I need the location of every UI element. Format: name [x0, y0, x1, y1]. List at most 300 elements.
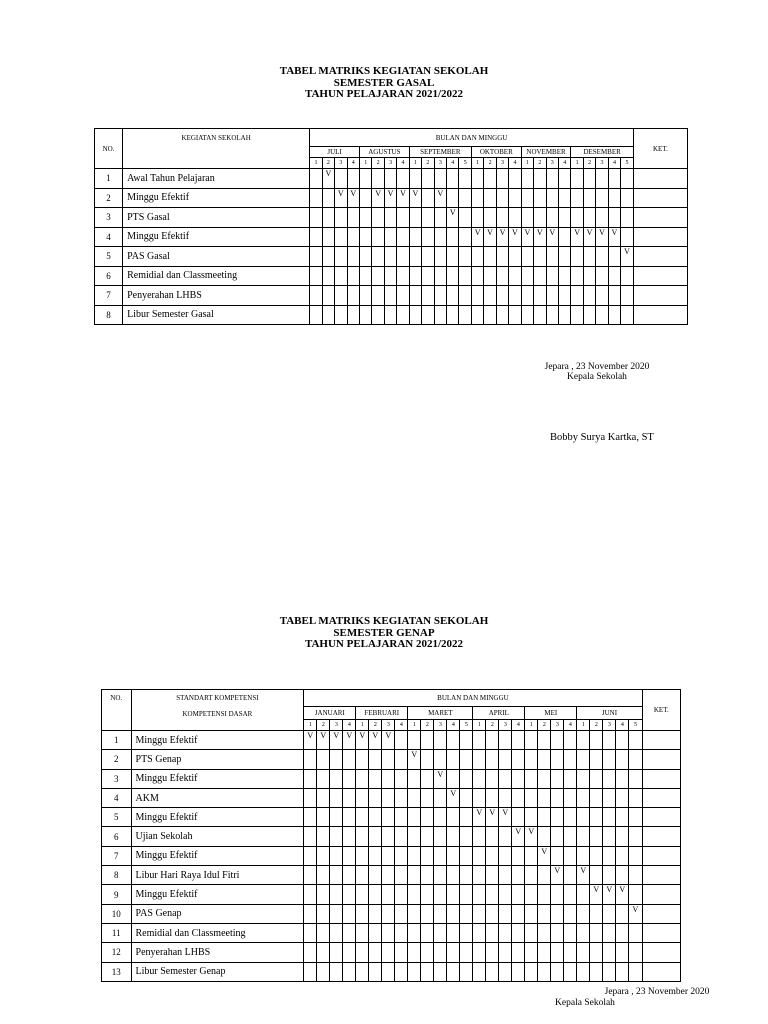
table1-week-cell [558, 286, 570, 306]
table1-week-cell [521, 305, 533, 325]
table1-week-cell [546, 208, 558, 228]
table2-week-cell [616, 788, 629, 807]
table2-week-cell [434, 846, 447, 865]
table2-week-cell [512, 943, 525, 962]
table1-week-cell [397, 305, 409, 325]
table1-month-september: SEPTEMBER [409, 147, 471, 158]
table2-week-cell [382, 788, 395, 807]
table2-week-cell [629, 962, 642, 981]
table2-week-cell [564, 788, 577, 807]
table2-week-cell [343, 769, 356, 788]
table2-row [102, 808, 681, 827]
table2-week-mark: V [603, 885, 616, 904]
table2-week-cell [590, 731, 603, 750]
table2-week-cell [616, 808, 629, 827]
table1-week-cell [447, 188, 459, 208]
table1-week-cell [322, 286, 334, 306]
table2-row-activity: Ujian Sekolah [131, 827, 304, 846]
table1-week-cell [322, 227, 334, 247]
table1-week-cell [534, 169, 546, 189]
table2-week-cell [629, 827, 642, 846]
table1-week-number: 3 [546, 158, 558, 169]
table1-week-cell [397, 169, 409, 189]
table1-week-cell [608, 169, 620, 189]
table2-week-cell [421, 827, 434, 846]
table2-row-ket [642, 731, 680, 750]
table2-row [102, 827, 681, 846]
table2-week-cell [421, 846, 434, 865]
table1-row-activity: Minggu Efektif [123, 227, 310, 247]
table2-week-cell [616, 750, 629, 769]
table1-title [0, 66, 768, 101]
table2-week-cell [512, 769, 525, 788]
table1-week-cell [459, 208, 471, 228]
table1-week-cell [459, 188, 471, 208]
table1-row-ket [633, 208, 687, 228]
table2-week-cell [603, 904, 616, 923]
table2-row-ket [642, 808, 680, 827]
table2-week-cell [564, 769, 577, 788]
table2-week-cell [499, 866, 512, 885]
table1-week-cell [509, 305, 521, 325]
table2-week-cell [369, 943, 382, 962]
table1-week-cell [434, 266, 446, 286]
table2-week-cell [304, 769, 317, 788]
table2-week-cell [486, 904, 499, 923]
table2-row [102, 923, 681, 942]
table2-week-number: 1 [304, 720, 317, 731]
table1-week-cell [310, 169, 322, 189]
table2-week-cell [369, 750, 382, 769]
table1-week-cell [596, 188, 608, 208]
table2-header-ket: KET. [642, 690, 680, 731]
table1-week-cell [310, 305, 322, 325]
table1-week-number: 3 [596, 158, 608, 169]
table2-row-activity: Remidial dan Classmeeting [131, 923, 304, 942]
table1-week-cell [608, 188, 620, 208]
table2-week-cell [486, 943, 499, 962]
table1-week-cell [310, 188, 322, 208]
table1-week-cell [509, 208, 521, 228]
table2-week-cell [603, 866, 616, 885]
table2-week-cell [499, 769, 512, 788]
table2-week-cell [343, 866, 356, 885]
table2-week-cell [551, 904, 564, 923]
table1-week-cell [310, 286, 322, 306]
table1-week-cell [583, 169, 595, 189]
table2-week-cell [382, 866, 395, 885]
table2-week-cell [421, 962, 434, 981]
table1-row-activity: PTS Gasal [123, 208, 310, 228]
table2-week-cell [395, 788, 408, 807]
table2-week-cell [317, 827, 330, 846]
table1-month-juli: JULI [310, 147, 360, 158]
table1-week-cell [335, 227, 347, 247]
table1-week-cell [571, 266, 583, 286]
table2-week-cell [447, 923, 460, 942]
table2-week-cell [551, 788, 564, 807]
table1-week-cell [422, 286, 434, 306]
table1-week-cell [496, 247, 508, 267]
table1-week-cell [409, 247, 421, 267]
table2-week-cell [304, 788, 317, 807]
table2-week-cell [551, 943, 564, 962]
table2-week-cell [486, 923, 499, 942]
table2-row-activity: AKM [131, 788, 304, 807]
table2-week-cell [408, 769, 421, 788]
table2-week-cell [356, 904, 369, 923]
table1-week-cell [459, 169, 471, 189]
table2-week-cell [447, 827, 460, 846]
table1-week-mark: V [409, 188, 421, 208]
table2-week-mark: V [473, 808, 486, 827]
table2-row-no: 13 [102, 962, 132, 981]
table2-week-cell [538, 904, 551, 923]
table2-week-cell [551, 827, 564, 846]
table2-week-cell [629, 866, 642, 885]
table2-week-cell [330, 788, 343, 807]
table1-week-cell [447, 227, 459, 247]
table1-week-mark: V [397, 188, 409, 208]
table1-week-number: 2 [583, 158, 595, 169]
table2-week-cell [421, 904, 434, 923]
table1-week-cell [596, 286, 608, 306]
table2-row-no: 2 [102, 750, 132, 769]
table2-week-mark: V [369, 731, 382, 750]
table1-week-cell [434, 169, 446, 189]
table1-week-cell [359, 266, 371, 286]
signature1-position: Kepala Sekolah [567, 372, 627, 382]
table2-week-cell [564, 923, 577, 942]
table2-week-cell [564, 808, 577, 827]
table2-week-cell [460, 788, 473, 807]
table1-week-cell [608, 247, 620, 267]
table2-week-cell [408, 885, 421, 904]
table2-week-cell [473, 769, 486, 788]
table1-week-cell [546, 247, 558, 267]
table2-week-cell [330, 769, 343, 788]
table1-week-number: 4 [347, 158, 359, 169]
table2-week-number: 2 [421, 720, 434, 731]
table2-week-cell [434, 866, 447, 885]
table1-week-cell [596, 247, 608, 267]
table2-week-cell [590, 866, 603, 885]
table2-header-activity-line1: STANDART KOMPETENSI [176, 694, 259, 702]
table2-week-cell [434, 750, 447, 769]
table2-row [102, 904, 681, 923]
table2-week-cell [512, 885, 525, 904]
table2-week-cell [512, 750, 525, 769]
table1-week-cell [583, 305, 595, 325]
table2-row-no: 1 [102, 731, 132, 750]
table2-week-cell [408, 904, 421, 923]
table1-row-no: 3 [95, 208, 123, 228]
table2-week-cell [356, 943, 369, 962]
table2-week-cell [434, 943, 447, 962]
table1-month-oktober: OKTOBER [471, 147, 521, 158]
table1-week-mark: V [384, 188, 396, 208]
table2-row-no: 10 [102, 904, 132, 923]
table2-week-cell [460, 827, 473, 846]
table2-week-cell [343, 788, 356, 807]
table2-row-no: 3 [102, 769, 132, 788]
table2-week-cell [434, 808, 447, 827]
table2-row-no: 4 [102, 788, 132, 807]
table1-week-cell [583, 208, 595, 228]
table1-week-cell [608, 266, 620, 286]
table2-row-no: 8 [102, 866, 132, 885]
table1-week-cell [372, 286, 384, 306]
table1-week-cell [372, 169, 384, 189]
table2-row-activity: Minggu Efektif [131, 808, 304, 827]
table2-week-cell [434, 904, 447, 923]
table2-week-cell [603, 788, 616, 807]
table1-week-cell [484, 188, 496, 208]
table1-week-mark: V [534, 227, 546, 247]
table1-title-line2: SEMESTER GASAL [333, 76, 435, 89]
table2-week-cell [421, 885, 434, 904]
table1-week-cell [558, 266, 570, 286]
table2-row [102, 788, 681, 807]
table1-week-cell [608, 286, 620, 306]
table1-week-cell [359, 305, 371, 325]
table2-week-cell [590, 846, 603, 865]
table2-header-activity [131, 690, 304, 731]
table1-week-cell [322, 266, 334, 286]
table1-week-cell [347, 208, 359, 228]
table2-week-cell [421, 866, 434, 885]
table2-week-number: 3 [434, 720, 447, 731]
table1-week-cell [372, 247, 384, 267]
table2-row [102, 846, 681, 865]
table2-header-activity-line2: KOMPETENSI DASAR [182, 710, 253, 718]
table2-week-cell [616, 866, 629, 885]
table1-week-cell [484, 286, 496, 306]
table1-row-ket [633, 286, 687, 306]
table2-week-cell [473, 750, 486, 769]
table1-week-cell [434, 208, 446, 228]
table2-week-cell [356, 769, 369, 788]
table2-row-activity: Minggu Efektif [131, 769, 304, 788]
table1-week-cell [359, 286, 371, 306]
table2-week-number: 2 [317, 720, 330, 731]
table2-week-cell [499, 846, 512, 865]
table1-week-number: 4 [608, 158, 620, 169]
table1-row [95, 188, 688, 208]
table2-week-cell [460, 904, 473, 923]
table1-week-mark: V [434, 188, 446, 208]
table2-week-cell [486, 827, 499, 846]
table2-week-cell [330, 750, 343, 769]
table1-week-cell [335, 169, 347, 189]
table2-week-cell [382, 923, 395, 942]
table1-week-cell [409, 227, 421, 247]
table2-week-cell [369, 885, 382, 904]
table2-week-cell [486, 750, 499, 769]
table1-week-cell [409, 305, 421, 325]
table2-week-mark: V [551, 866, 564, 885]
table2-week-cell [382, 808, 395, 827]
table2-week-cell [577, 846, 590, 865]
table2-row-activity: Libur Semester Genap [131, 962, 304, 981]
table2-week-cell [603, 923, 616, 942]
table2-header-row [102, 690, 681, 707]
table2-week-cell [616, 943, 629, 962]
table1-week-number: 1 [571, 158, 583, 169]
table1-week-number: 1 [471, 158, 483, 169]
table2-week-cell [564, 943, 577, 962]
table2-title-line3: TAHUN PELAJARAN 2021/2022 [304, 638, 464, 650]
table1-row [95, 305, 688, 325]
table1-week-cell [447, 247, 459, 267]
table2-week-cell [447, 885, 460, 904]
table2-week-cell [538, 885, 551, 904]
table1-row-activity: Minggu Efektif [123, 188, 310, 208]
table1-week-cell [384, 247, 396, 267]
table2-week-cell [343, 846, 356, 865]
table1-week-cell [496, 169, 508, 189]
table1-row [95, 227, 688, 247]
table1-week-cell [546, 169, 558, 189]
table1-week-cell [534, 247, 546, 267]
table2-week-cell [499, 827, 512, 846]
table1-row-activity: Awal Tahun Pelajaran [123, 169, 310, 189]
table2-week-mark: V [525, 827, 538, 846]
table1-row-activity: Remidial dan Classmeeting [123, 266, 310, 286]
table2-week-cell [343, 750, 356, 769]
table2-week-number: 4 [564, 720, 577, 731]
table2-week-cell [447, 769, 460, 788]
table2-week-cell [356, 962, 369, 981]
table1-week-cell [359, 169, 371, 189]
table2-row-activity: Minggu Efektif [131, 846, 304, 865]
table1-week-cell [310, 266, 322, 286]
table1-week-number: 2 [484, 158, 496, 169]
table2-week-cell [486, 769, 499, 788]
table1-week-cell [496, 208, 508, 228]
table1-week-number: 4 [397, 158, 409, 169]
table2-month-januari: JANUARI [304, 707, 356, 720]
table1-week-cell [359, 247, 371, 267]
table2-week-cell [551, 808, 564, 827]
table2-month-april: APRIL [473, 707, 525, 720]
table2-week-cell [577, 923, 590, 942]
table1-row [95, 208, 688, 228]
table2-week-mark: V [356, 731, 369, 750]
table1-week-cell [384, 227, 396, 247]
table2-week-cell [512, 731, 525, 750]
table2-week-cell [590, 769, 603, 788]
table1-week-cell [372, 208, 384, 228]
table2-week-cell [564, 866, 577, 885]
table1-week-number: 2 [322, 158, 334, 169]
table2-week-cell [447, 808, 460, 827]
table2-week-cell [551, 885, 564, 904]
table1-week-cell [397, 208, 409, 228]
table2-week-cell [317, 750, 330, 769]
table1-week-cell [471, 208, 483, 228]
table1-week-cell [621, 266, 634, 286]
table2-week-cell [369, 846, 382, 865]
table1-week-cell [359, 188, 371, 208]
table1-week-cell [409, 169, 421, 189]
table2-week-cell [408, 943, 421, 962]
table1-week-number: 2 [372, 158, 384, 169]
table1-week-cell [447, 266, 459, 286]
table2-week-cell [460, 923, 473, 942]
table2-week-number: 1 [408, 720, 421, 731]
table1-week-cell [509, 188, 521, 208]
table1-week-cell [397, 286, 409, 306]
table2-week-cell [486, 885, 499, 904]
table2-week-number: 2 [538, 720, 551, 731]
table2-week-cell [330, 827, 343, 846]
table2-week-cell [395, 885, 408, 904]
table2-week-cell [538, 808, 551, 827]
table1-week-cell [496, 305, 508, 325]
table1-week-cell [571, 208, 583, 228]
table2-title-line2: SEMESTER GENAP [333, 626, 435, 639]
table1-week-mark: V [471, 227, 483, 247]
table2-week-cell [330, 943, 343, 962]
table1-month-desember: DESEMBER [571, 147, 633, 158]
table2-title-line1: TABEL MATRIKS KEGIATAN SEKOLAH [279, 615, 489, 627]
table2-week-cell [356, 750, 369, 769]
table1-week-cell [558, 305, 570, 325]
table2-week-cell [343, 962, 356, 981]
table2-week-cell [395, 808, 408, 827]
table2-week-cell [499, 788, 512, 807]
table2-row [102, 962, 681, 981]
table2-week-cell [629, 923, 642, 942]
table2-week-cell [499, 923, 512, 942]
table1-week-cell [422, 208, 434, 228]
table1-week-cell [459, 305, 471, 325]
table2-week-cell [603, 750, 616, 769]
table2-week-cell [538, 923, 551, 942]
table1-week-cell [434, 305, 446, 325]
table1-week-cell [459, 247, 471, 267]
table2-week-cell [447, 750, 460, 769]
table2-row [102, 750, 681, 769]
table1-week-mark: V [335, 188, 347, 208]
table2-week-cell [590, 962, 603, 981]
table1-week-cell [509, 286, 521, 306]
table2-week-cell [421, 769, 434, 788]
table1-week-cell [335, 208, 347, 228]
table2-row-activity: Minggu Efektif [131, 885, 304, 904]
table2-row-no: 11 [102, 923, 132, 942]
table2-row-no: 7 [102, 846, 132, 865]
table2-week-cell [525, 962, 538, 981]
table1-week-cell [546, 286, 558, 306]
table2-week-cell [473, 846, 486, 865]
table2-week-cell [603, 769, 616, 788]
table2-row-activity: Penyerahan LHBS [131, 943, 304, 962]
table2-week-cell [460, 769, 473, 788]
table2-week-cell [460, 943, 473, 962]
table1-week-cell [322, 208, 334, 228]
table2-week-cell [317, 846, 330, 865]
table2-week-cell [395, 866, 408, 885]
table2-week-cell [343, 885, 356, 904]
table2-week-cell [369, 962, 382, 981]
table2-week-cell [499, 943, 512, 962]
table2-week-cell [590, 943, 603, 962]
table2-week-cell [499, 962, 512, 981]
table2-week-cell [460, 750, 473, 769]
table2-week-cell [460, 962, 473, 981]
